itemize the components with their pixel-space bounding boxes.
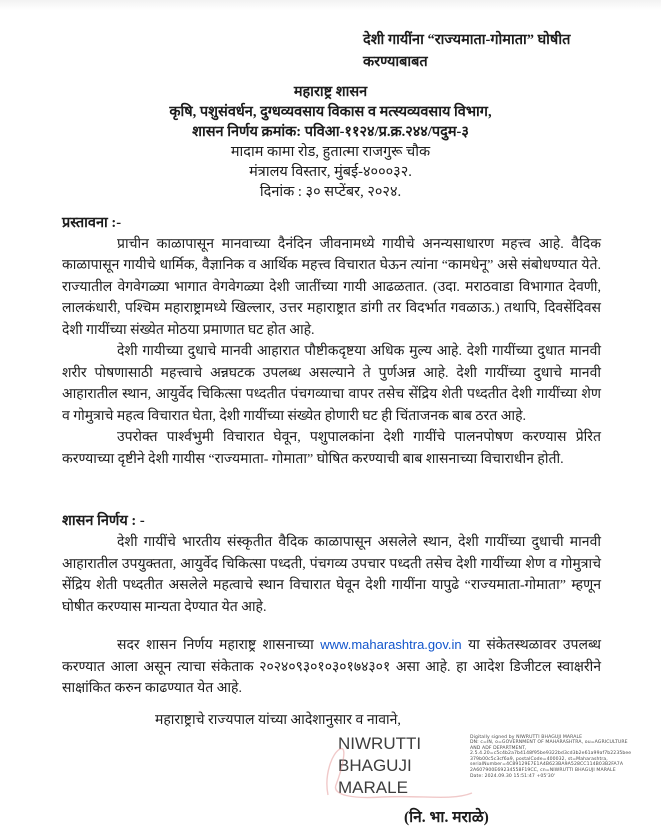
signature-detail-line: AND ADF DEPARTMENT, [470, 745, 527, 751]
address-line-2: मंत्रालय विस्तार, मुंबई-४०००३२. [249, 163, 412, 180]
decision-heading: शासन निर्णय : - [62, 513, 145, 529]
signer-name-line-1: NIWRUTTI [338, 733, 422, 753]
address-line-1: मादाम कामा रोड, हुतात्मा राजगुरू चौक [230, 143, 431, 160]
government-name: महाराष्ट्र शासन [293, 83, 368, 100]
signature-detail-line: 2A607900E69234558F19CC, cn=NIWRUTTI BHAGUJI MARALE [470, 768, 616, 774]
signer-short-name: (नि. भा. मराळे) [404, 808, 489, 826]
signature-detail-line: serialNumber=4C89129E7E1A4B623BA9A528CC114B03B2FA7A [470, 762, 624, 768]
signer-name-line-2: BHAGUJI MARALE [338, 755, 412, 797]
decision-paragraph-2 [62, 634, 601, 700]
signer-name [338, 733, 470, 799]
decision-paragraph-1: देशी गायींचे भारतीय संस्कृतीत वैदिक काळापासून असलेले स्थान, देशी गायींच्या दुधाची मानवी आहारातील उपयुक्तता, आयुर्वेद चिकित्सा पध्दती, पंचगव्य उपचार पध्दती तसेच देशी गायींच्या शेण व गोमुत्राचे सेंद्रिय शेती पध्दतीत असलेले महत्वाचे स्थान विचारात घेवून देशी गायींना यापुढे “राज्यमाता-गोमाता” म्हणून घोषीत करण्यास मान्यता देण्यात येत आहे. [62, 535, 601, 615]
maharashtra-gov-link[interactable]: www.maharashtra.gov.in [320, 637, 462, 652]
document-subject: देशी गायींना “राज्यमाता-गोमाता” घोषीत करण्याबाबत [363, 32, 571, 70]
preamble-paragraph-2: देशी गायीच्या दुधाचे मानवी आहारात पौष्टीकदृष्टया अधिक मुल्य आहे. देशी गायींच्या दुधात मानवी शरीर पोषणासाठी महत्त्वाचे अन्नघटक उपलब्ध असल्याने ते पुर्णअन्न आहे. देशी गायींच्या दुधाचे मानवी आहारातील स्थान, आयुर्वेद चिकित्सा पध्दतीत पंचगव्याचा वापर तसेच सेंद्रिय शेती पध्दतीत देशी गायींच्या शेण व गोमुत्राचे महत्व विचारात घेता, देशी गायींच्या संख्येत होणारी घट ही चिंताजनक बाब ठरत आहे. [62, 344, 601, 424]
digital-signature-block [338, 733, 648, 827]
department-name: कृषि, पशुसंवर्धन, दुग्धव्यवसाय विकास व मत्स्यव्यवसाय विभाग, [169, 103, 492, 120]
signature-detail-line: 2.5.4.20=c5c4b2a7b4148f95be9322bd3cd3b2e61a99af7b2235bee [470, 751, 632, 757]
letterhead [0, 82, 661, 202]
decision-paragraph-2-text-before: सदर शासन निर्णय महाराष्ट्र शासनाच्या [117, 638, 321, 653]
gr-number: शासन निर्णय क्रमांक: पविआ-११२४/प्र.क्र.२४४/पदुम-३ [192, 123, 469, 140]
preamble-heading: प्रस्तावना :- [62, 214, 122, 231]
signature-detail-line: 379b00c5c3cf6a9, postalCode=400032, st=Maharashtra, [470, 756, 608, 762]
signature-detail-line: Digitally signed by NIWRUTTI BHAGUJI MARALE [470, 734, 583, 740]
date-line: दिनांक : ३० सप्टेंबर, २०२४. [259, 183, 402, 200]
preamble-paragraph-3: उपरोक्त पार्श्वभुमी विचारात घेवून, पशुपालकांना देशी गायींचे पालनपोषण करण्यास प्रेरित करण्याच्या दृष्टीने देशी गायीस “राज्यमाता- गोमाता” घोषित करण्याची बाब शासनाच्या विचाराधीन होती. [62, 430, 601, 467]
preamble-paragraph-1: प्राचीन काळापासून मानवाच्या दैनंदिन जीवनामध्ये गायीचे अनन्यसाधारण महत्त्व आहे. वैदिक काळापासून गायीचे धार्मिक, वैज्ञानिक व आर्थिक महत्त्व विचारात घेऊन त्यांना “कामधेनू” असे संबोधण्यात येते. राज्यातील वेगवेगळ्या भागात वेगवेगळ्या देशी जातींच्या गायी आढळतात. (उदा. मराठवाडा विभागात देवणी, लालकंधारी, पश्चिम महाराष्ट्रामध्ये खिल्लार, उत्तर महाराष्ट्रात डांगी तर विदर्भात गवळाऊ.) तथापि, दिवसेंदिवस देशी गायींच्या संख्येत मोठया प्रमाणात घट होत आहे. [62, 236, 601, 338]
decision-paragraph-2-text-after: या संकेतस्थळावर उपलब्ध करण्यात आला असून त्याचा संकेताक २०२४०९३०१०३०१७४३०१ असा आहे. हा आदेश डिजीटल स्वाक्षरीने साक्षांकित करुन काढण्यात येत आहे. [62, 638, 602, 696]
digital-signature-details [470, 735, 648, 780]
signature-detail-line: Date: 2024.09.30 15:51:47 +05'30' [470, 773, 556, 779]
by-order-line: महाराष्ट्राचे राज्यपाल यांच्या आदेशानुसार व नावाने, [155, 712, 401, 728]
signature-detail-line: DN: c=IN, o=GOVERNMENT OF MAHARASHTRA, ou=AGRICULTURE [470, 740, 628, 746]
